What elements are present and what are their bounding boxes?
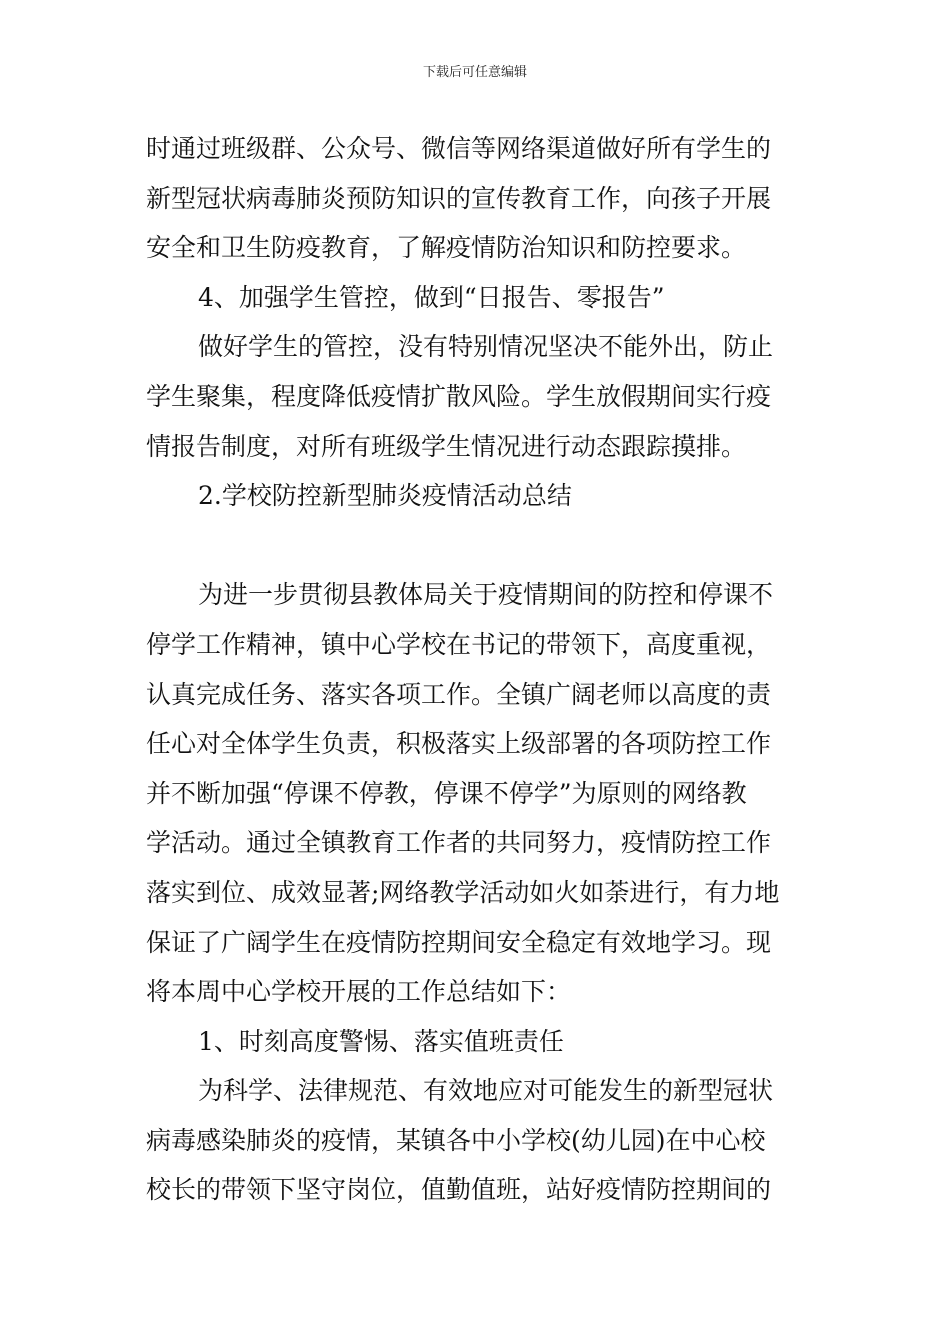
- body-line: 并不断加强“停课不停教，停课不停学”为原则的网络教: [146, 778, 747, 808]
- body-line: 病毒感染肺炎的疫情，某镇各中小学校(幼儿园)在中心校: [146, 1125, 766, 1155]
- body-line: 情报告制度，对所有班级学生情况进行动态跟踪摸排。: [146, 431, 747, 461]
- body-line: 学活动。通过全镇教育工作者的共同努力，疫情防控工作: [146, 828, 772, 858]
- body-line: 为科学、法律规范、有效地应对可能发生的新型冠状: [198, 1076, 774, 1106]
- body-line: 任心对全体学生负责，积极落实上级部署的各项防控工作: [146, 729, 772, 759]
- body-line: 做好学生的管控，没有特别情况坚决不能外出，防止: [198, 332, 774, 362]
- document-body: [146, 124, 808, 1215]
- page-header-note: 下载后可任意编辑: [422, 65, 527, 80]
- body-line: 时通过班级群、公众号、微信等网络渠道做好所有学生的: [146, 134, 772, 163]
- body-line: 认真完成任务、落实各项工作。全镇广阔老师以高度的责: [146, 679, 772, 709]
- body-line: 校长的带领下坚守岗位，值勤值班，站好疫情防控期间的: [146, 1175, 772, 1205]
- body-line: 新型冠状病毒肺炎预防知识的宣传教育工作，向孩子开展: [146, 183, 772, 213]
- body-line: 为进一步贯彻县教体局关于疫情期间的防控和停课不: [198, 580, 774, 610]
- section-heading: 1、时刻高度警惕、落实值班责任: [198, 1026, 564, 1056]
- article-title: 2.学校防控新型肺炎疫情活动总结: [198, 481, 572, 511]
- body-line: 落实到位、成效显著;网络教学活动如火如荼进行，有力地: [146, 877, 780, 907]
- body-line: 保证了广阔学生在疫情防控期间安全稳定有效地学习。现: [146, 927, 772, 957]
- body-line: 安全和卫生防疫教育，了解疫情防治知识和防控要求。: [146, 233, 747, 263]
- blank-line: [146, 521, 808, 571]
- body-line: 学生聚集，程度降低疫情扩散风险。学生放假期间实行疫: [146, 381, 772, 411]
- section-heading: 4、加强学生管控，做到“日报告、零报告”: [198, 282, 665, 312]
- body-line: 将本周中心学校开展的工作总结如下：: [146, 977, 572, 1007]
- body-line: 停学工作精神，镇中心学校在书记的带领下，高度重视，: [146, 629, 772, 659]
